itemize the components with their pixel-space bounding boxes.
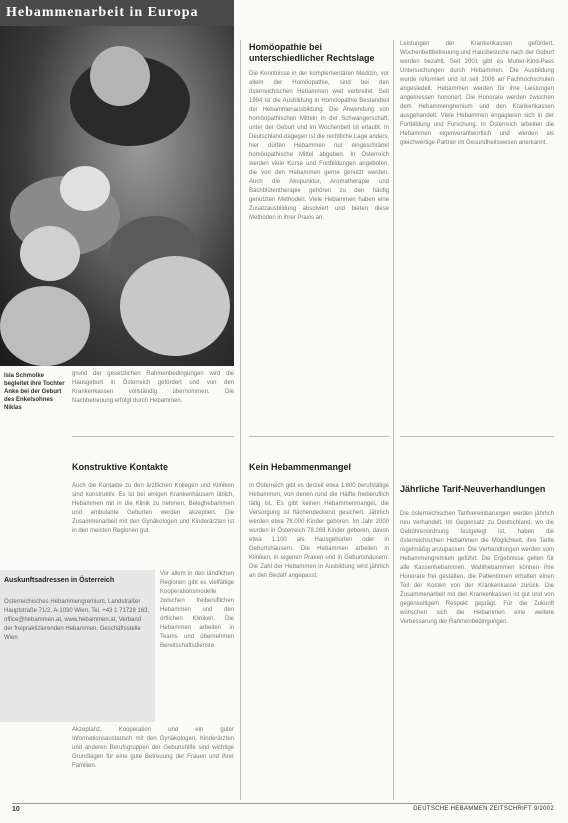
- col1-mid-text: grund der gesetzlichen Rahmenbedingungen wird die Hausgeburt in Österreich gefördert und von den Krankenkassen vollständig übernommen. Die Nachbetreuung erfolgt durch Hebammen.: [72, 371, 234, 404]
- konstruktive-text-3: Akzeptanz, Kooperation und ein guter Informationsaustausch mit den Gynäkologen, Kinderärzten und anderen Berufsgruppen der Geburtshilfe sind wichtige Grundlagen für eine gute Betreuung der Frauen und ihrer Familien.: [72, 727, 234, 769]
- column-divider-1: [240, 40, 241, 800]
- journal-name: DEUTSCHE HEBAMMEN ZEITSCHRIFT 9/2002: [413, 806, 554, 812]
- heading-tarif: Jährliche Tarif-Neuverhandlungen: [400, 484, 546, 494]
- section-banner: Hebammenarbeit in Europa: [0, 0, 234, 26]
- konstruktive-text-2: Vor allem in den ländlichen Regionen gibt es vielfältige Kooperationsmodelle zwischen freiberuflichen Hebammen und den örtlichen Kliniken. Die Hebammen arbeiten in Teams und übernehmen Bereitschaftsdienste.: [160, 571, 234, 649]
- info-box: [0, 570, 155, 722]
- heading-konstruktive-kontakte: Konstruktive Kontakte: [72, 462, 169, 472]
- info-box-title: Auskunftsadressen in Österreich: [4, 577, 115, 584]
- heading-kein-hebammenmangel: Kein Hebammenmangel: [249, 462, 352, 472]
- konstruktive-text-1: Auch die Kontakte zu den ärztlichen Kollegen und Kliniken sind konstruktiv. Es ist bei einigen Krankenhäusern üblich, Hebammen mit in die Klinik zu nehmen. Beleghebammen und ambulante Geburten werden akzeptiert. Die Zusammenarbeit mit den Gynäkologen und Kinderärzten ist in den meisten Regionen gut.: [72, 483, 234, 534]
- column-divider-2: [393, 40, 394, 800]
- col3-top-text: Leistungen der Krankenkassen gefördert. Wochenbettbetreuung und Hausbesuche nach der Geburt werden bezahlt. Seit 2001 gibt es Mutter-Kind-Pass Untersuchungen durch Hebammen. Die Ausbildung wurde reformiert und ist seit 2006 an Fachhochschulen angesiedelt. Hebammen werden für ihre Leistungen angemessen honoriert. Die Honorare werden zwischen dem Hebammengremium und den Krankenkassen ausgehandelt. Viele Hebammen engagieren sich in der Fortbildung und Forschung. In Österreich arbeiten die Hebammen eigenverantwortlich und werden als gleichwertige Partner im Gesundheitswesen anerkannt.: [400, 41, 554, 146]
- divider-col1: [72, 436, 234, 437]
- tarif-text: Die österreichischen Tarifvereinbarungen werden jährlich neu verhandelt. Im Gegensatz zu Deutschland, wo die Gebührenordnung festgelegt ist, haben die österreichischen Hebammen die Möglichkeit, ihre Tarife regelmäßig anzupassen. Die Verhandlungen werden vom Hebammengremium geführt. Die Ergebnisse gelten für alle Kassenhebammen. Wahlhebammen können ihre Honorare frei gestalten, die Patientinnen erhalten einen Teil der Kosten von der Krankenkasse zurück. Die Zusammenarbeit mit den Krankenkassen ist gut und von gegenseitigem Respekt geprägt. Für die Zukunft wünschen sich die Hebammen eine weitere Verbesserung der Rahmenbedingungen.: [400, 511, 554, 625]
- heading-homoeopathie: Homöopathie bei unterschiedlicher Rechtslage: [249, 42, 375, 63]
- divider-col2: [249, 436, 389, 437]
- homoeopathie-text: Die Kenntnisse in der komplementären Medizin, vor allem der Homöopathie, sind bei den österreichischen Hebammen weit verbreitet. Seit 1994 ist die Ausbildung in Homöopathie Bestandteil der Hebammenausbildung. Die Anwendung von homöopathischen Mitteln in der Schwangerschaft, unter der Geburt und im Wochenbett ist erlaubt. In Deutschland dagegen ist die rechtliche Lage anders, hier dürfen Hebammen nur eingeschränkt homöopathische Mittel abgeben. In Österreich werden viele Kurse und Fortbildungen angeboten, die von den Hebammen gerne genutzt werden. Auch die Akupunktur, Aromatherapie und Bachblütentherapie gehören zu den häufig genutzten Methoden. Viele Hebammen haben eine Zusatzausbildung absolviert und bieten diese Methoden in ihrer Praxis an.: [249, 71, 389, 221]
- kein-text: In Österreich gibt es derzeit etwa 1.800 berufstätige Hebammen, von denen rund die Hälfte freiberuflich tätig ist. Es gibt keinen Hebammenmangel, die Versorgung ist flächendeckend gesichert. Jährlich werden etwa 78.000 Kinder geboren. Im Jahr 2000 wurden in Österreich 78.268 Kinder geboren, davon etwa 1.100 als Hausgeburten oder in Geburtshäusern. Die Hebammen arbeiten in Kliniken, in eigenen Praxen und in Geburtshäusern. Die Zahl der Hebammen in Ausbildung wird jährlich an den Bedarf angepasst.: [249, 483, 389, 579]
- page-number: 10: [12, 806, 20, 813]
- photo-caption: Isla Schmolke begleitet ihre Tochter Anke bei der Geburt des Enkelsohnes Niklas: [4, 373, 65, 411]
- footer-rule: [12, 803, 552, 804]
- divider-col3: [400, 436, 554, 437]
- info-box-body: Österreichisches Hebammengremium, Landstraßer Hauptstraße 71/2, A-1030 Wien, Tel. +43 1 71728 163, office@hebammen.at, www.hebammen.at, Verband der freipraktizierenden Hebammen, Geschäftsstelle Wien: [4, 599, 150, 641]
- birth-photo: [0, 26, 234, 366]
